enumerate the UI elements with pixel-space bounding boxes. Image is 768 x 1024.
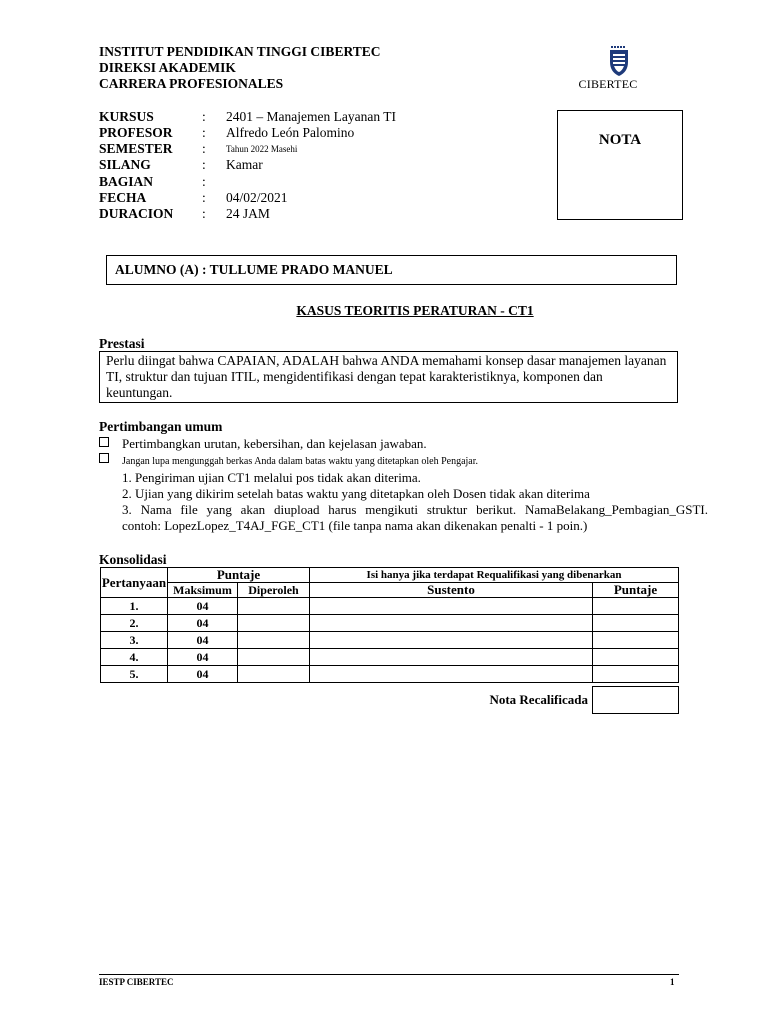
question-number: 2. [101, 615, 168, 632]
list-item [99, 436, 427, 451]
checkbox-icon [99, 453, 109, 463]
career-title: CARRERA PROFESIONALES [99, 76, 284, 91]
info-label: SILANG [99, 157, 151, 172]
obtained-cell [238, 649, 310, 666]
question-number: 5. [101, 666, 168, 683]
table-row [101, 666, 679, 683]
footer-institution: IESTP CIBERTEC [99, 977, 174, 987]
consolidation-table [100, 567, 679, 683]
max-score: 04 [168, 598, 238, 615]
academic-direction: DIREKSI AKADEMIK [99, 60, 236, 75]
info-colon: : [202, 206, 206, 221]
info-label: FECHA [99, 190, 147, 205]
max-score: 04 [168, 615, 238, 632]
obtained-cell [238, 598, 310, 615]
footer-divider [99, 974, 679, 975]
institution-name: INSTITUT PENDIDIKAN TINGGI CIBERTEC [99, 44, 381, 59]
header-question: Pertanyaan [101, 568, 168, 598]
rule-item: 2. Ujian yang dikirim setelah batas waktu yang ditetapkan oleh Dosen tidak akan diterima [122, 486, 590, 501]
info-value: 2401 – Manajemen Layanan TI [226, 109, 396, 124]
puntaje-cell [593, 632, 679, 649]
info-value: Alfredo León Palomino [226, 125, 355, 140]
sustento-cell [310, 632, 593, 649]
info-label: KURSUS [99, 109, 154, 124]
max-score: 04 [168, 666, 238, 683]
list-item-text: Pertimbangkan urutan, kebersihan, dan kejelasan jawaban. [122, 436, 427, 451]
header-max: Maksimum [168, 583, 238, 598]
header-requalification: Isi hanya jika terdapat Requalifikasi yang dibenarkan [310, 568, 679, 583]
puntaje-cell [593, 615, 679, 632]
obtained-cell [238, 666, 310, 683]
sustento-cell [310, 615, 593, 632]
question-number: 1. [101, 598, 168, 615]
question-number: 3. [101, 632, 168, 649]
case-title: KASUS TEORITIS PERATURAN - CT1 [296, 303, 534, 318]
table-row [101, 598, 679, 615]
checkbox-icon [99, 437, 109, 447]
puntaje-cell [593, 649, 679, 666]
header-obtained: Diperoleh [238, 583, 310, 598]
page-number: 1 [670, 977, 675, 987]
header-sustento: Sustento [310, 583, 593, 598]
info-colon: : [202, 125, 206, 140]
achievement-text-box: Perlu diingat bahwa CAPAIAN, ADALAH bahwa ANDA memahami konsep dasar manajemen layanan TI, struktur dan tujuan ITIL, mengidentifikasi dengan tepat karakteristiknya, komponen dan keuntungan. [99, 351, 678, 403]
consolidation-heading: Konsolidasi [99, 552, 167, 567]
info-value: Tahun 2022 Masehi [226, 144, 298, 154]
rule-item-example: contoh: LopezLopez_T4AJ_FGE_CT1 (file tanpa nama akan dikenakan penalti - 1 poin.) [122, 518, 588, 533]
info-colon: : [202, 157, 206, 172]
info-value: 04/02/2021 [226, 190, 288, 205]
general-considerations-heading: Pertimbangan umum [99, 419, 223, 434]
rule-item: 3. Nama file yang akan diupload harus mengikuti struktur berikut. NamaBelakang_Pembagian_GSTI. [122, 502, 708, 517]
table-row [101, 632, 679, 649]
cibertec-logo [572, 44, 644, 92]
info-label: BAGIAN [99, 174, 154, 189]
list-item [99, 453, 478, 469]
recalified-grade-label: Nota Recalificada [489, 692, 588, 707]
student-name-box: ALUMNO (A) : TULLUME PRADO MANUEL [106, 255, 677, 285]
sustento-cell [310, 666, 593, 683]
question-number: 4. [101, 649, 168, 666]
grade-box [557, 110, 683, 220]
max-score: 04 [168, 649, 238, 666]
info-label: PROFESOR [99, 125, 173, 140]
header-score: Puntaje [168, 568, 310, 583]
max-score: 04 [168, 632, 238, 649]
recalified-grade-box [592, 686, 679, 714]
obtained-cell [238, 632, 310, 649]
table-row [101, 615, 679, 632]
table-row [101, 649, 679, 666]
puntaje-cell [593, 598, 679, 615]
header-puntaje: Puntaje [593, 583, 679, 598]
achievement-heading: Prestasi [99, 336, 145, 351]
info-value: 24 JAM [226, 206, 270, 221]
grade-label: NOTA [598, 132, 642, 148]
info-colon: : [202, 190, 206, 205]
sustento-cell [310, 649, 593, 666]
info-label: DURACION [99, 206, 174, 221]
info-label: SEMESTER [99, 141, 173, 156]
shield-crest-icon [572, 44, 644, 78]
info-value: Kamar [226, 157, 263, 172]
puntaje-cell [593, 666, 679, 683]
sustento-cell [310, 598, 593, 615]
info-colon: : [202, 141, 206, 156]
list-item-text: Jangan lupa mengunggah berkas Anda dalam batas waktu yang ditetapkan oleh Pengajar. [122, 456, 479, 467]
rule-item: 1. Pengiriman ujian CT1 melalui pos tidak akan diterima. [122, 470, 421, 485]
obtained-cell [238, 615, 310, 632]
logo-wordmark: CIBERTEC [578, 77, 638, 91]
info-colon: : [202, 174, 206, 189]
info-colon: : [202, 109, 206, 124]
